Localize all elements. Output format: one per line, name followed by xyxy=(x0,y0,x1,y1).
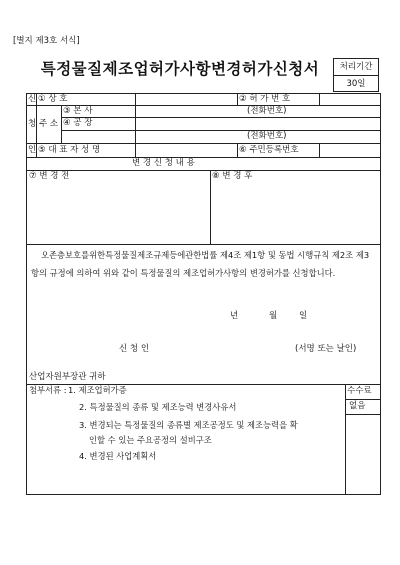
processing-period-label: 처리기간 xyxy=(334,59,378,76)
date-month: 월 xyxy=(269,311,278,321)
applicant-side-label: 신 xyxy=(28,94,37,104)
representative-name-label: ⑤ 대 표 자 성 명 xyxy=(38,145,101,155)
factory-phone: (전화번호) xyxy=(247,131,287,141)
permit-number-label: ② 허 가 번 호 xyxy=(239,94,291,104)
applicant-side-label: 인 xyxy=(28,145,37,155)
head-office-phone: (전화번호) xyxy=(247,106,287,116)
applicant-signature-label: 신 청 인 xyxy=(119,344,150,354)
recipient: 산업자원부장관 귀하 xyxy=(29,372,106,382)
address-label: 주 소 xyxy=(39,119,59,129)
before-change-label: ⑦ 변 경 전 xyxy=(29,171,70,181)
attachment-item: 4. 변경된 사업계획서 xyxy=(79,451,157,461)
after-change-label: ⑧ 변 경 후 xyxy=(212,171,253,181)
factory-label: ④ 공 장 xyxy=(63,118,93,128)
fee-value: 없음 xyxy=(349,401,366,411)
form-reference: [별지 제3호 서식] xyxy=(13,36,80,46)
resident-number-label: ⑥ 주민등록번호 xyxy=(239,145,299,155)
date-year: 년 xyxy=(230,311,239,321)
attachment-item: 인할 수 있는 주요공정의 설비구조 xyxy=(89,435,212,445)
attachment-item: 2. 특정물질의 종류 및 제조능력 변경사유서 xyxy=(79,402,237,412)
attachment-item: 1. 제조업허가증 xyxy=(68,385,127,395)
application-form-frame xyxy=(26,93,381,495)
attachment-item: 3. 변경되는 특정물질의 종류별 제조공정도 및 제조능력을 확 xyxy=(79,420,298,430)
application-statement: 오존층보호를위한특정물질제조규제등에관한법률 제4조 제1항 및 동법 시행규칙 제2조 제3항의 규정에 의하여 위와 같이 특정물질의 제조업허가사항의 변경허가를 신청합니다. xyxy=(31,250,370,278)
business-name-label: ① 상 호 xyxy=(38,94,68,104)
attachments-label: 첨부서류 : xyxy=(29,385,67,395)
applicant-side-label: 청 xyxy=(28,119,37,129)
form-title: 특정물질제조업허가사항변경허가신청서 xyxy=(40,59,320,78)
processing-period-value: 30일 xyxy=(346,79,366,89)
head-office-label: ③ 본 사 xyxy=(63,106,93,116)
fee-label: 수수료 xyxy=(347,386,372,396)
date-day: 일 xyxy=(299,311,308,321)
processing-period-box xyxy=(333,58,379,92)
signature-note: (서명 또는 날인) xyxy=(295,344,357,354)
change-section-header: 변 경 신 청 내 용 xyxy=(132,158,195,168)
